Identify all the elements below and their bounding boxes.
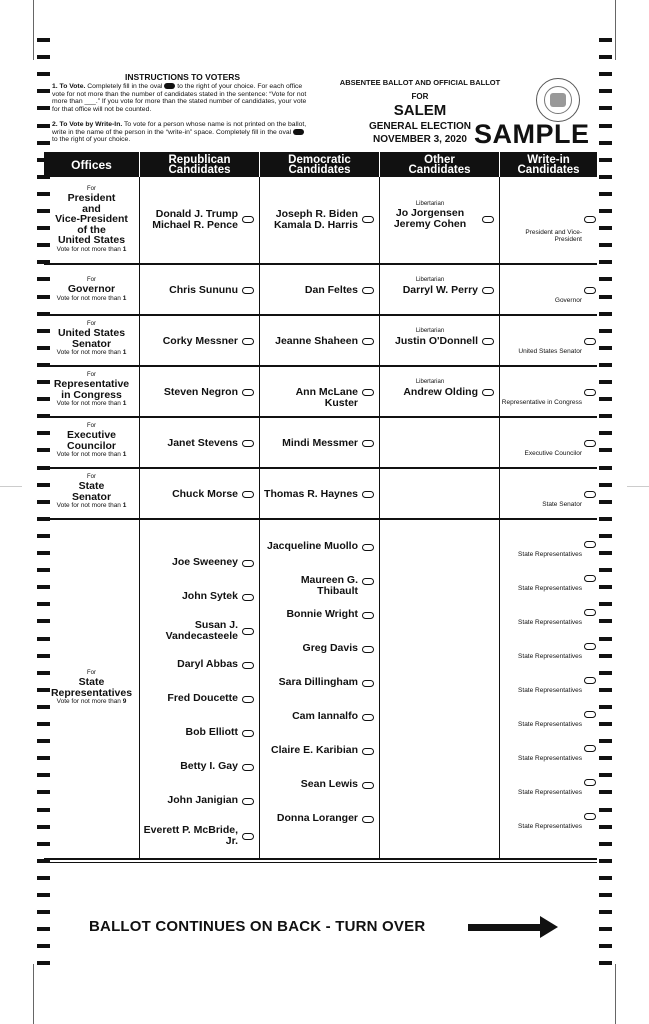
timing-mark [37, 551, 50, 555]
timing-mark [37, 89, 50, 93]
timing-mark [599, 602, 612, 606]
candidate-name: Mindi Messmer [282, 437, 358, 449]
timing-mark [599, 431, 612, 435]
candidate-name: Ann McLane Kuster [295, 386, 358, 409]
vote-oval[interactable] [362, 680, 374, 687]
timing-mark [599, 175, 612, 179]
other-header: Other Candidates [408, 153, 471, 176]
candidate-name: Jacqueline Muollo [266, 540, 358, 552]
candidate-name: Janet Stevens [167, 437, 238, 449]
timing-mark [599, 944, 612, 948]
vote-oval[interactable] [242, 798, 254, 805]
row-divider [44, 518, 597, 520]
vote-oval[interactable] [482, 389, 494, 396]
timing-mark [37, 226, 50, 230]
timing-mark [599, 534, 612, 538]
timing-mark [599, 619, 612, 623]
write-in-label: State Representatives [518, 687, 582, 694]
vote-oval[interactable] [242, 628, 254, 635]
timing-mark [37, 876, 50, 880]
timing-mark [37, 568, 50, 572]
timing-mark [37, 483, 50, 487]
vote-oval[interactable] [362, 646, 374, 653]
timing-mark [599, 876, 612, 880]
filled-oval-icon [164, 83, 175, 89]
office-state-representatives: For State Representatives Vote for not more than 9 [50, 670, 133, 705]
vote-oval[interactable] [362, 544, 374, 551]
timing-mark [599, 380, 612, 384]
vote-oval[interactable] [242, 764, 254, 771]
election-date: NOVEMBER 3, 2020 [373, 134, 467, 145]
vote-oval[interactable] [482, 216, 494, 223]
vote-oval[interactable] [242, 730, 254, 737]
candidate-name: John Sytek [181, 590, 238, 602]
turn-over-notice: BALLOT CONTINUES ON BACK - TURN OVER [89, 918, 426, 935]
timing-mark [37, 773, 50, 777]
write-in-oval[interactable] [584, 440, 596, 447]
candidate-name: Chuck Morse [172, 488, 238, 500]
timing-mark [37, 688, 50, 692]
arrow-right-icon [468, 924, 544, 931]
vote-oval[interactable] [242, 491, 254, 498]
arrow-right-icon [540, 916, 558, 938]
timing-mark [599, 260, 612, 264]
timing-mark [37, 431, 50, 435]
timing-mark [599, 825, 612, 829]
timing-mark [599, 141, 612, 145]
vote-oval[interactable] [242, 560, 254, 567]
timing-mark [599, 38, 612, 42]
timing-mark [37, 72, 50, 76]
timing-mark [599, 790, 612, 794]
ballot-place: SALEM [393, 102, 447, 119]
timing-mark [599, 363, 612, 367]
timing-mark [599, 500, 612, 504]
timing-mark [599, 551, 612, 555]
vote-oval[interactable] [242, 594, 254, 601]
timing-mark [37, 295, 50, 299]
vote-oval[interactable] [362, 491, 374, 498]
republican-header: Republican Candidates [168, 153, 231, 176]
timing-mark [599, 773, 612, 777]
write-in-oval[interactable] [584, 389, 596, 396]
vote-oval[interactable] [362, 714, 374, 721]
timing-mark [599, 910, 612, 914]
crop-mark [33, 0, 34, 60]
vote-oval[interactable] [362, 816, 374, 823]
candidate-name: Andrew Olding [403, 386, 478, 398]
timing-mark [37, 209, 50, 213]
timing-mark [37, 363, 50, 367]
ballot-for: FOR [411, 92, 429, 101]
timing-mark [599, 705, 612, 709]
timing-mark [37, 312, 50, 316]
instruction-write-in: 2. To Vote by Write-In. To vote for a person whose name is not printed on the ballot, write in the name of the person in the “write-in” space. Completely fill in the oval to the right of your choice. [52, 121, 307, 144]
candidate-name: Fred Doucette [167, 692, 238, 704]
vote-oval[interactable] [362, 440, 374, 447]
timing-mark [37, 654, 50, 658]
timing-mark [599, 654, 612, 658]
timing-mark [37, 808, 50, 812]
write-in-label: President and Vice-President [525, 229, 582, 243]
vote-oval[interactable] [362, 578, 374, 585]
timing-mark [37, 277, 50, 281]
row-divider [44, 314, 597, 316]
office-us-senator: For United States Senator Vote for not more than 1 [56, 321, 127, 356]
write-in-oval[interactable] [584, 711, 596, 718]
write-in-label: State Representatives [518, 755, 582, 762]
write-in-oval[interactable] [584, 609, 596, 616]
office-congress: For Representative in Congress Vote for not more than 1 [53, 372, 130, 407]
filled-oval-icon [293, 129, 304, 135]
timing-mark [37, 106, 50, 110]
timing-mark [37, 448, 50, 452]
candidate-name: Betty I. Gay [180, 760, 238, 772]
timing-mark [599, 483, 612, 487]
write-in-oval[interactable] [584, 575, 596, 582]
candidate-name: Thomas R. Haynes [264, 488, 358, 500]
candidate-name: John Janigian [167, 794, 238, 806]
candidate-name: Everett P. McBride, Jr. [143, 824, 238, 847]
write-in-label: United States Senator [518, 348, 582, 355]
write-in-oval[interactable] [584, 338, 596, 345]
candidate-name: Maureen G. Thibault [300, 574, 358, 597]
instructions-title: INSTRUCTIONS TO VOTERS [125, 72, 241, 82]
row-divider [44, 416, 597, 418]
party-label: Libertarian [415, 379, 445, 385]
timing-mark [37, 397, 50, 401]
crop-mark [33, 964, 34, 1024]
timing-mark [37, 124, 50, 128]
candidate-name: Corky Messner [162, 335, 238, 347]
timing-mark [37, 927, 50, 931]
write-in-label: State Representatives [518, 721, 582, 728]
timing-mark [37, 192, 50, 196]
instruction-vote: 1. To Vote. Completely fill in the oval to the right of your choice. For each office vote for not more than the number of candidates stated in the sentence: “Vote for not more than ___.” If you vote for more than the stated number of candidates, your vote for that office will not be counted. [52, 83, 307, 113]
write-in-label: State Representatives [518, 585, 582, 592]
timing-mark [37, 602, 50, 606]
timing-mark [599, 568, 612, 572]
vote-oval[interactable] [242, 287, 254, 294]
timing-mark [599, 466, 612, 470]
timing-mark [37, 141, 50, 145]
candidate-name: Daryl Abbas [177, 658, 238, 670]
vote-oval[interactable] [482, 338, 494, 345]
timing-mark [37, 825, 50, 829]
timing-mark [37, 842, 50, 846]
candidate-name: Jeanne Shaheen [275, 335, 358, 347]
timing-mark [37, 585, 50, 589]
timing-mark [37, 517, 50, 521]
election-name: GENERAL ELECTION [368, 121, 472, 132]
timing-mark [37, 893, 50, 897]
candidate-name: Claire E. Karibian [271, 744, 358, 756]
vote-oval[interactable] [362, 287, 374, 294]
write-in-oval[interactable] [584, 643, 596, 650]
timing-mark [599, 842, 612, 846]
candidate-name: Donna Loranger [276, 812, 358, 824]
democratic-header: Democratic Candidates [288, 153, 351, 176]
timing-mark [37, 414, 50, 418]
vote-oval[interactable] [362, 612, 374, 619]
timing-mark [37, 500, 50, 504]
write-in-oval[interactable] [584, 745, 596, 752]
write-in-oval[interactable] [584, 287, 596, 294]
vote-oval[interactable] [362, 748, 374, 755]
candidate-name: Sean Lewis [300, 778, 358, 790]
timing-mark [599, 637, 612, 641]
timing-mark [37, 859, 50, 863]
vote-oval[interactable] [482, 287, 494, 294]
timing-mark [599, 688, 612, 692]
row-divider [44, 858, 597, 860]
timing-mark [37, 619, 50, 623]
timing-mark [599, 312, 612, 316]
write-in-oval[interactable] [584, 216, 596, 223]
timing-mark [37, 910, 50, 914]
vote-oval[interactable] [242, 833, 254, 840]
offices-header: Offices [71, 157, 112, 172]
candidate-name: Donald J. Trump Michael R. Pence [152, 208, 238, 231]
candidate-name: Steven Negron [163, 386, 238, 398]
timing-mark [599, 448, 612, 452]
timing-mark [599, 756, 612, 760]
write-in-label: State Senator [542, 501, 582, 508]
candidate-name: Sara Dillingham [278, 676, 358, 688]
candidate-name: Joe Sweeney [172, 556, 238, 568]
vote-oval[interactable] [362, 216, 374, 223]
candidate-name: Bonnie Wright [286, 608, 358, 620]
timing-mark [37, 705, 50, 709]
timing-mark [599, 209, 612, 213]
vote-oval[interactable] [362, 338, 374, 345]
timing-mark [599, 585, 612, 589]
write-in-oval[interactable] [584, 779, 596, 786]
timing-mark [37, 722, 50, 726]
crop-mark [0, 486, 22, 487]
timing-mark [599, 89, 612, 93]
candidate-name: Dan Feltes [304, 284, 358, 296]
timing-mark [599, 961, 612, 965]
candidate-name: Cam Iannalfo [292, 710, 358, 722]
timing-mark [599, 124, 612, 128]
vote-oval[interactable] [362, 782, 374, 789]
timing-mark [599, 346, 612, 350]
crop-mark [615, 0, 616, 60]
timing-mark [599, 893, 612, 897]
office-president: For President and Vice-President of the United States Vote for not more than 1 [55, 186, 128, 253]
timing-mark [37, 55, 50, 59]
timing-mark [599, 859, 612, 863]
timing-mark [599, 243, 612, 247]
timing-mark [37, 38, 50, 42]
candidate-name: Chris Sununu [169, 284, 238, 296]
timing-mark [37, 637, 50, 641]
timing-mark [37, 346, 50, 350]
candidate-name: Joseph R. Biden Kamala D. Harris [273, 208, 358, 231]
row-divider [44, 365, 597, 367]
column-header-bar [44, 152, 597, 177]
timing-mark [37, 756, 50, 760]
vote-oval[interactable] [242, 440, 254, 447]
write-in-label: State Representatives [518, 619, 582, 626]
timing-mark [599, 192, 612, 196]
timing-mark [599, 329, 612, 333]
timing-mark [37, 260, 50, 264]
timing-mark [37, 158, 50, 162]
crop-mark [615, 964, 616, 1024]
write-in-label: State Representatives [518, 823, 582, 830]
timing-mark [37, 380, 50, 384]
vote-oval[interactable] [242, 389, 254, 396]
write-in-label: Governor [554, 297, 582, 304]
office-state-senator: For State Senator Vote for not more than 1 [56, 474, 127, 509]
timing-mark [37, 466, 50, 470]
sample-watermark: SAMPLE [474, 119, 590, 149]
timing-mark [599, 106, 612, 110]
timing-mark [599, 397, 612, 401]
timing-mark [599, 295, 612, 299]
row-divider [44, 263, 597, 265]
vote-oval[interactable] [242, 662, 254, 669]
timing-mark [599, 808, 612, 812]
timing-mark [599, 55, 612, 59]
vote-oval[interactable] [242, 338, 254, 345]
write-in-label: State Representatives [518, 653, 582, 660]
candidate-name: Bob Elliott [185, 726, 238, 738]
write-in-label: Executive Councilor [524, 450, 582, 457]
timing-mark [599, 158, 612, 162]
party-label: Libertarian [415, 277, 445, 283]
timing-mark [599, 671, 612, 675]
timing-mark [37, 175, 50, 179]
timing-mark [599, 414, 612, 418]
candidate-name: Susan J. Vandecasteele [165, 619, 238, 642]
write-in-oval[interactable] [584, 677, 596, 684]
timing-mark [37, 790, 50, 794]
write-in-oval[interactable] [584, 491, 596, 498]
row-divider [44, 467, 597, 469]
timing-mark [37, 243, 50, 247]
candidate-name: Darryl W. Perry [402, 284, 478, 296]
timing-mark [37, 739, 50, 743]
row-divider [44, 862, 597, 863]
write-in-oval[interactable] [584, 813, 596, 820]
town-seal-icon [536, 78, 580, 122]
candidate-name: Greg Davis [302, 642, 358, 654]
vote-oval[interactable] [242, 696, 254, 703]
candidate-name: Libertarian Jo Jorgensen Jeremy Cohen [393, 201, 467, 230]
timing-mark [599, 226, 612, 230]
write-in-header: Write-in Candidates [517, 153, 580, 176]
timing-mark [599, 722, 612, 726]
vote-oval[interactable] [242, 216, 254, 223]
timing-mark [599, 739, 612, 743]
office-governor: For Governor Vote for not more than 1 [56, 277, 127, 302]
timing-mark [37, 961, 50, 965]
timing-mark [37, 329, 50, 333]
timing-mark [37, 671, 50, 675]
timing-mark [599, 927, 612, 931]
write-in-oval[interactable] [584, 541, 596, 548]
write-in-label: State Representatives [518, 551, 582, 558]
timing-mark [37, 944, 50, 948]
timing-mark [37, 534, 50, 538]
ballot-type: ABSENTEE BALLOT AND OFFICIAL BALLOT [339, 78, 501, 87]
crop-mark [627, 486, 649, 487]
timing-mark [599, 517, 612, 521]
party-label: Libertarian [415, 328, 445, 334]
timing-mark [599, 277, 612, 281]
candidate-name: Justin O'Donnell [394, 335, 478, 347]
office-executive-councilor: For Executive Councilor Vote for not more than 1 [56, 423, 127, 458]
write-in-label: State Representatives [518, 789, 582, 796]
vote-oval[interactable] [362, 389, 374, 396]
write-in-label: Representative in Congress [501, 399, 582, 406]
timing-mark [599, 72, 612, 76]
